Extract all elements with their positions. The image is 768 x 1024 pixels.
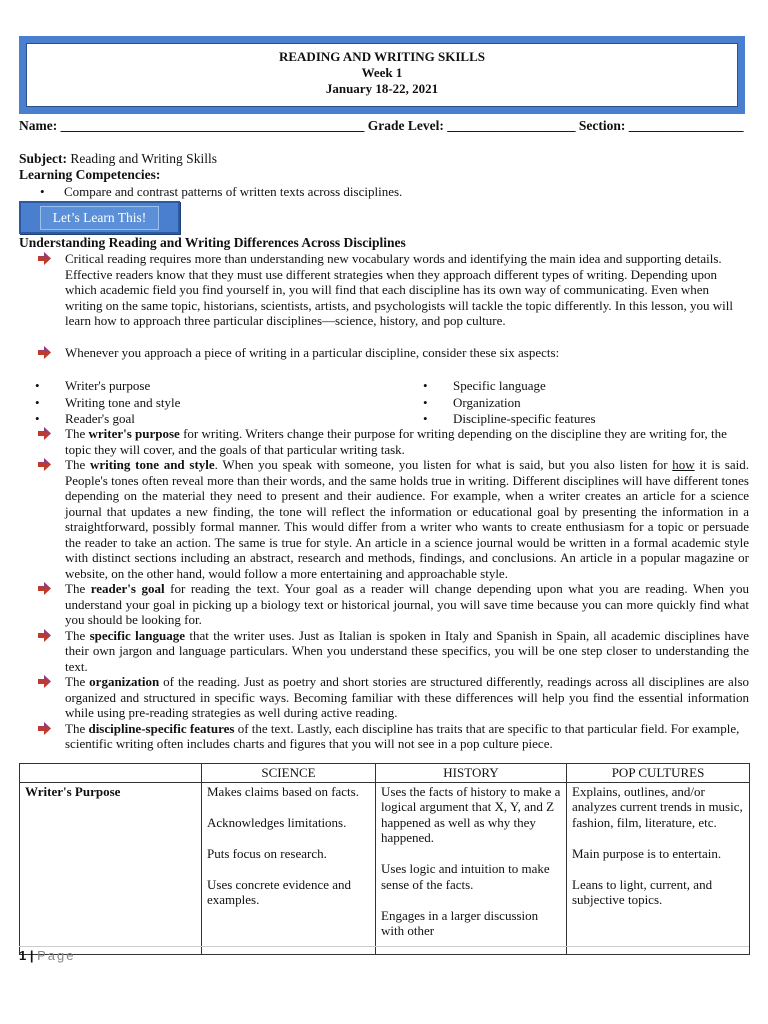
detail-text: of the text. Lastly, each discipline has traits that are specific to that particular field. For example, scientific writing often includes charts and figures that you will not see in a pop culture piece.	[65, 720, 740, 751]
detail-prefix: The	[65, 720, 89, 736]
arrow-bullet-icon	[38, 252, 52, 265]
pop-point: Leans to light, current, and subjective topics.	[572, 876, 713, 907]
detail-prefix: The	[65, 674, 90, 689]
table-header-science: SCIENCE	[202, 764, 376, 783]
aspect-item	[407, 395, 747, 412]
pop-point: Main purpose is to entertain.	[572, 845, 722, 861]
arrow-bullet-icon	[38, 675, 52, 688]
name-field[interactable]: _____________________________________________	[60, 118, 365, 133]
science-point: Makes claims based on facts.	[207, 783, 359, 799]
aspect-item	[19, 378, 399, 395]
student-info-line	[19, 118, 749, 134]
page-label: Page	[37, 948, 76, 963]
science-point: Acknowledges limitations.	[207, 814, 347, 830]
section-label: Section:	[578, 118, 626, 133]
aspect-text: Reader's goal	[65, 411, 135, 426]
science-point: Puts focus on research.	[207, 845, 327, 861]
page-separator: |	[29, 948, 34, 963]
lets-learn-this-button[interactable]	[19, 201, 180, 234]
pop-point: Explains, outlines, and/or analyzes current trends in music, fashion, film, literature, etc.	[572, 783, 743, 830]
pop-cultures-cell	[567, 782, 750, 954]
science-point: Uses concrete evidence and examples.	[207, 876, 352, 907]
aspect-text: Organization	[453, 394, 521, 410]
bullet-icon: •	[35, 411, 40, 426]
detail-term: organization	[89, 674, 160, 689]
aspects-intro-block	[19, 345, 749, 361]
detail-discipline-features	[19, 721, 749, 752]
aspect-text: Discipline-specific features	[453, 411, 596, 426]
table-header-blank	[20, 764, 202, 783]
intro-paragraph	[19, 251, 749, 329]
aspect-text: Writer's purpose	[65, 378, 151, 393]
grade-level-field[interactable]: ___________________	[447, 118, 576, 133]
detail-term: specific language	[89, 627, 185, 643]
arrow-bullet-icon	[38, 458, 52, 471]
document-title: READING AND WRITING SKILLS	[278, 49, 485, 64]
detail-prefix: The	[65, 426, 89, 441]
table-row	[20, 782, 750, 954]
arrow-bullet-icon	[38, 722, 52, 735]
intro-text: Critical reading requires more than understanding new vocabulary words and identifying the main idea and supporting details. Effective readers know that they must use different strategies when they approach different types of writing. Depending upon which academic field you find yourself in, you will find that each discipline has its own way of communicating. Even when writing on the same topic, historians, scientists, artists, and psychologists will tackle the topic differently. In this lesson, you will learn how to approach three particular disciplines—science, history, and pop culture.	[65, 251, 733, 328]
competencies-label: Learning Competencies:	[19, 167, 161, 182]
section-heading: Understanding Reading and Writing Differences Across Disciplines	[19, 235, 406, 250]
table-header-row	[20, 764, 750, 783]
name-label: Name:	[19, 118, 58, 133]
details-block	[19, 426, 749, 752]
arrow-bullet-icon	[38, 582, 52, 595]
aspect-item	[407, 378, 747, 395]
detail-text: it is said. People's tones often reveal more than their words, and the same holds true in writing. Different disciplines will have different tones depending on the material they need to present and their audience. For example, when a writer creates an article for a science journal that updates a new finding, the tone will reflect the information or educational goal by presenting the information in a straightforward, possibly formal manner. This would differ from a writer who wants to create enthusiasm for a topic or persuade the reader to take an action. The same is true for style. An article in a science journal would be written in a formal academic style with distinct sections including an abstract, research and methods, findings, and conclusions. An article in a popular magazine or website, on the other hand, would follow a more entertaining and approachable style.	[65, 457, 749, 581]
arrow-bullet-icon	[38, 346, 52, 359]
detail-text: for writing. Writers change their purpose for writing depending on the discipline they are writing for, the topic they will cover, and the goals of that particular writing task.	[65, 426, 727, 457]
science-cell	[202, 782, 376, 954]
aspect-text: Writing tone and style	[65, 394, 181, 410]
title-panel	[26, 43, 738, 107]
detail-readers-goal	[19, 581, 749, 628]
bullet-icon: •	[423, 378, 428, 393]
grade-level-label: Grade Level:	[367, 118, 444, 133]
page-footer	[19, 948, 76, 963]
arrow-bullet-icon	[38, 427, 52, 440]
detail-prefix: The	[65, 581, 91, 596]
aspects-intro-paragraph	[19, 345, 749, 361]
detail-term: reader's goal	[90, 581, 165, 596]
subject-label: Subject:	[19, 151, 67, 166]
history-cell	[376, 782, 567, 954]
table-header-pop-cultures: POP CULTURES	[567, 764, 750, 783]
detail-prefix: The	[65, 457, 90, 472]
detail-prefix: The	[65, 627, 90, 643]
lets-learn-this-label: Let’s Learn This!	[40, 206, 159, 230]
intro-block	[19, 251, 749, 329]
detail-term: discipline-specific features	[88, 720, 235, 736]
underlined-word: how	[672, 457, 695, 472]
title-box	[19, 36, 745, 114]
table-header-history: HISTORY	[376, 764, 567, 783]
detail-organization	[19, 674, 749, 721]
detail-text: for reading the text. Your goal as a reader will change depending upon what you are reading. When you understand your goal in picking up a biology text or historical journal, you will save time because you can more quickly find what you should be looking for.	[65, 581, 750, 627]
row-label-text: Writer's Purpose	[25, 783, 121, 799]
aspects-intro-text: Whenever you approach a piece of writing in a particular discipline, consider these six aspects:	[65, 345, 560, 360]
aspect-text: Specific language	[453, 378, 546, 393]
aspect-item	[19, 395, 399, 412]
detail-writers-purpose	[19, 426, 749, 457]
detail-text: of the reading. Just as poetry and short stories are structured differently, readings across all disciplines are also organized and structured in specific ways. Becoming familiar with these differences will help you find the essential information while using pre-reading strategies as well during active reading.	[65, 674, 750, 720]
subject-line	[19, 151, 217, 167]
bullet-icon: •	[35, 394, 40, 410]
competency-item	[40, 184, 402, 200]
bullet-icon: •	[423, 411, 428, 426]
footer-divider	[19, 946, 749, 947]
history-point: Engages in a larger discussion with other	[381, 907, 539, 938]
page-number: 1	[19, 948, 27, 963]
detail-specific-language	[19, 628, 749, 675]
history-point: Uses logic and intuition to make sense of the facts.	[381, 861, 550, 892]
detail-text: . When you speak with someone, you listen for what is said, but you also listen for	[214, 457, 673, 472]
arrow-bullet-icon	[38, 629, 52, 642]
week-label: Week 1	[361, 65, 403, 80]
aspects-right-column	[407, 378, 747, 428]
discipline-comparison-table	[19, 763, 750, 955]
bullet-icon: •	[423, 394, 428, 410]
detail-text: that the writer uses. Just as Italian is spoken in Italy and Spanish in Spain, all academic disciplines have their own jargon and language particulars. When you understand these specifics, you will be one step closer to understanding the text.	[65, 627, 749, 674]
detail-tone-style	[19, 457, 749, 581]
bullet-icon: •	[35, 378, 40, 393]
row-label-writers-purpose	[20, 782, 202, 954]
section-field[interactable]: _________________	[628, 118, 744, 133]
detail-term: writing tone and style	[89, 457, 215, 472]
subject-value: Reading and Writing Skills	[70, 151, 217, 166]
date-label: January 18-22, 2021	[325, 81, 439, 96]
bullet-icon: •	[40, 184, 45, 199]
detail-term: writer's purpose	[88, 426, 180, 441]
history-point: Uses the facts of history to make a logical argument that X, Y, and Z happened as well as why they happened.	[381, 783, 561, 845]
competency-text: Compare and contrast patterns of written texts across disciplines.	[64, 184, 403, 199]
aspects-left-column	[19, 378, 399, 428]
